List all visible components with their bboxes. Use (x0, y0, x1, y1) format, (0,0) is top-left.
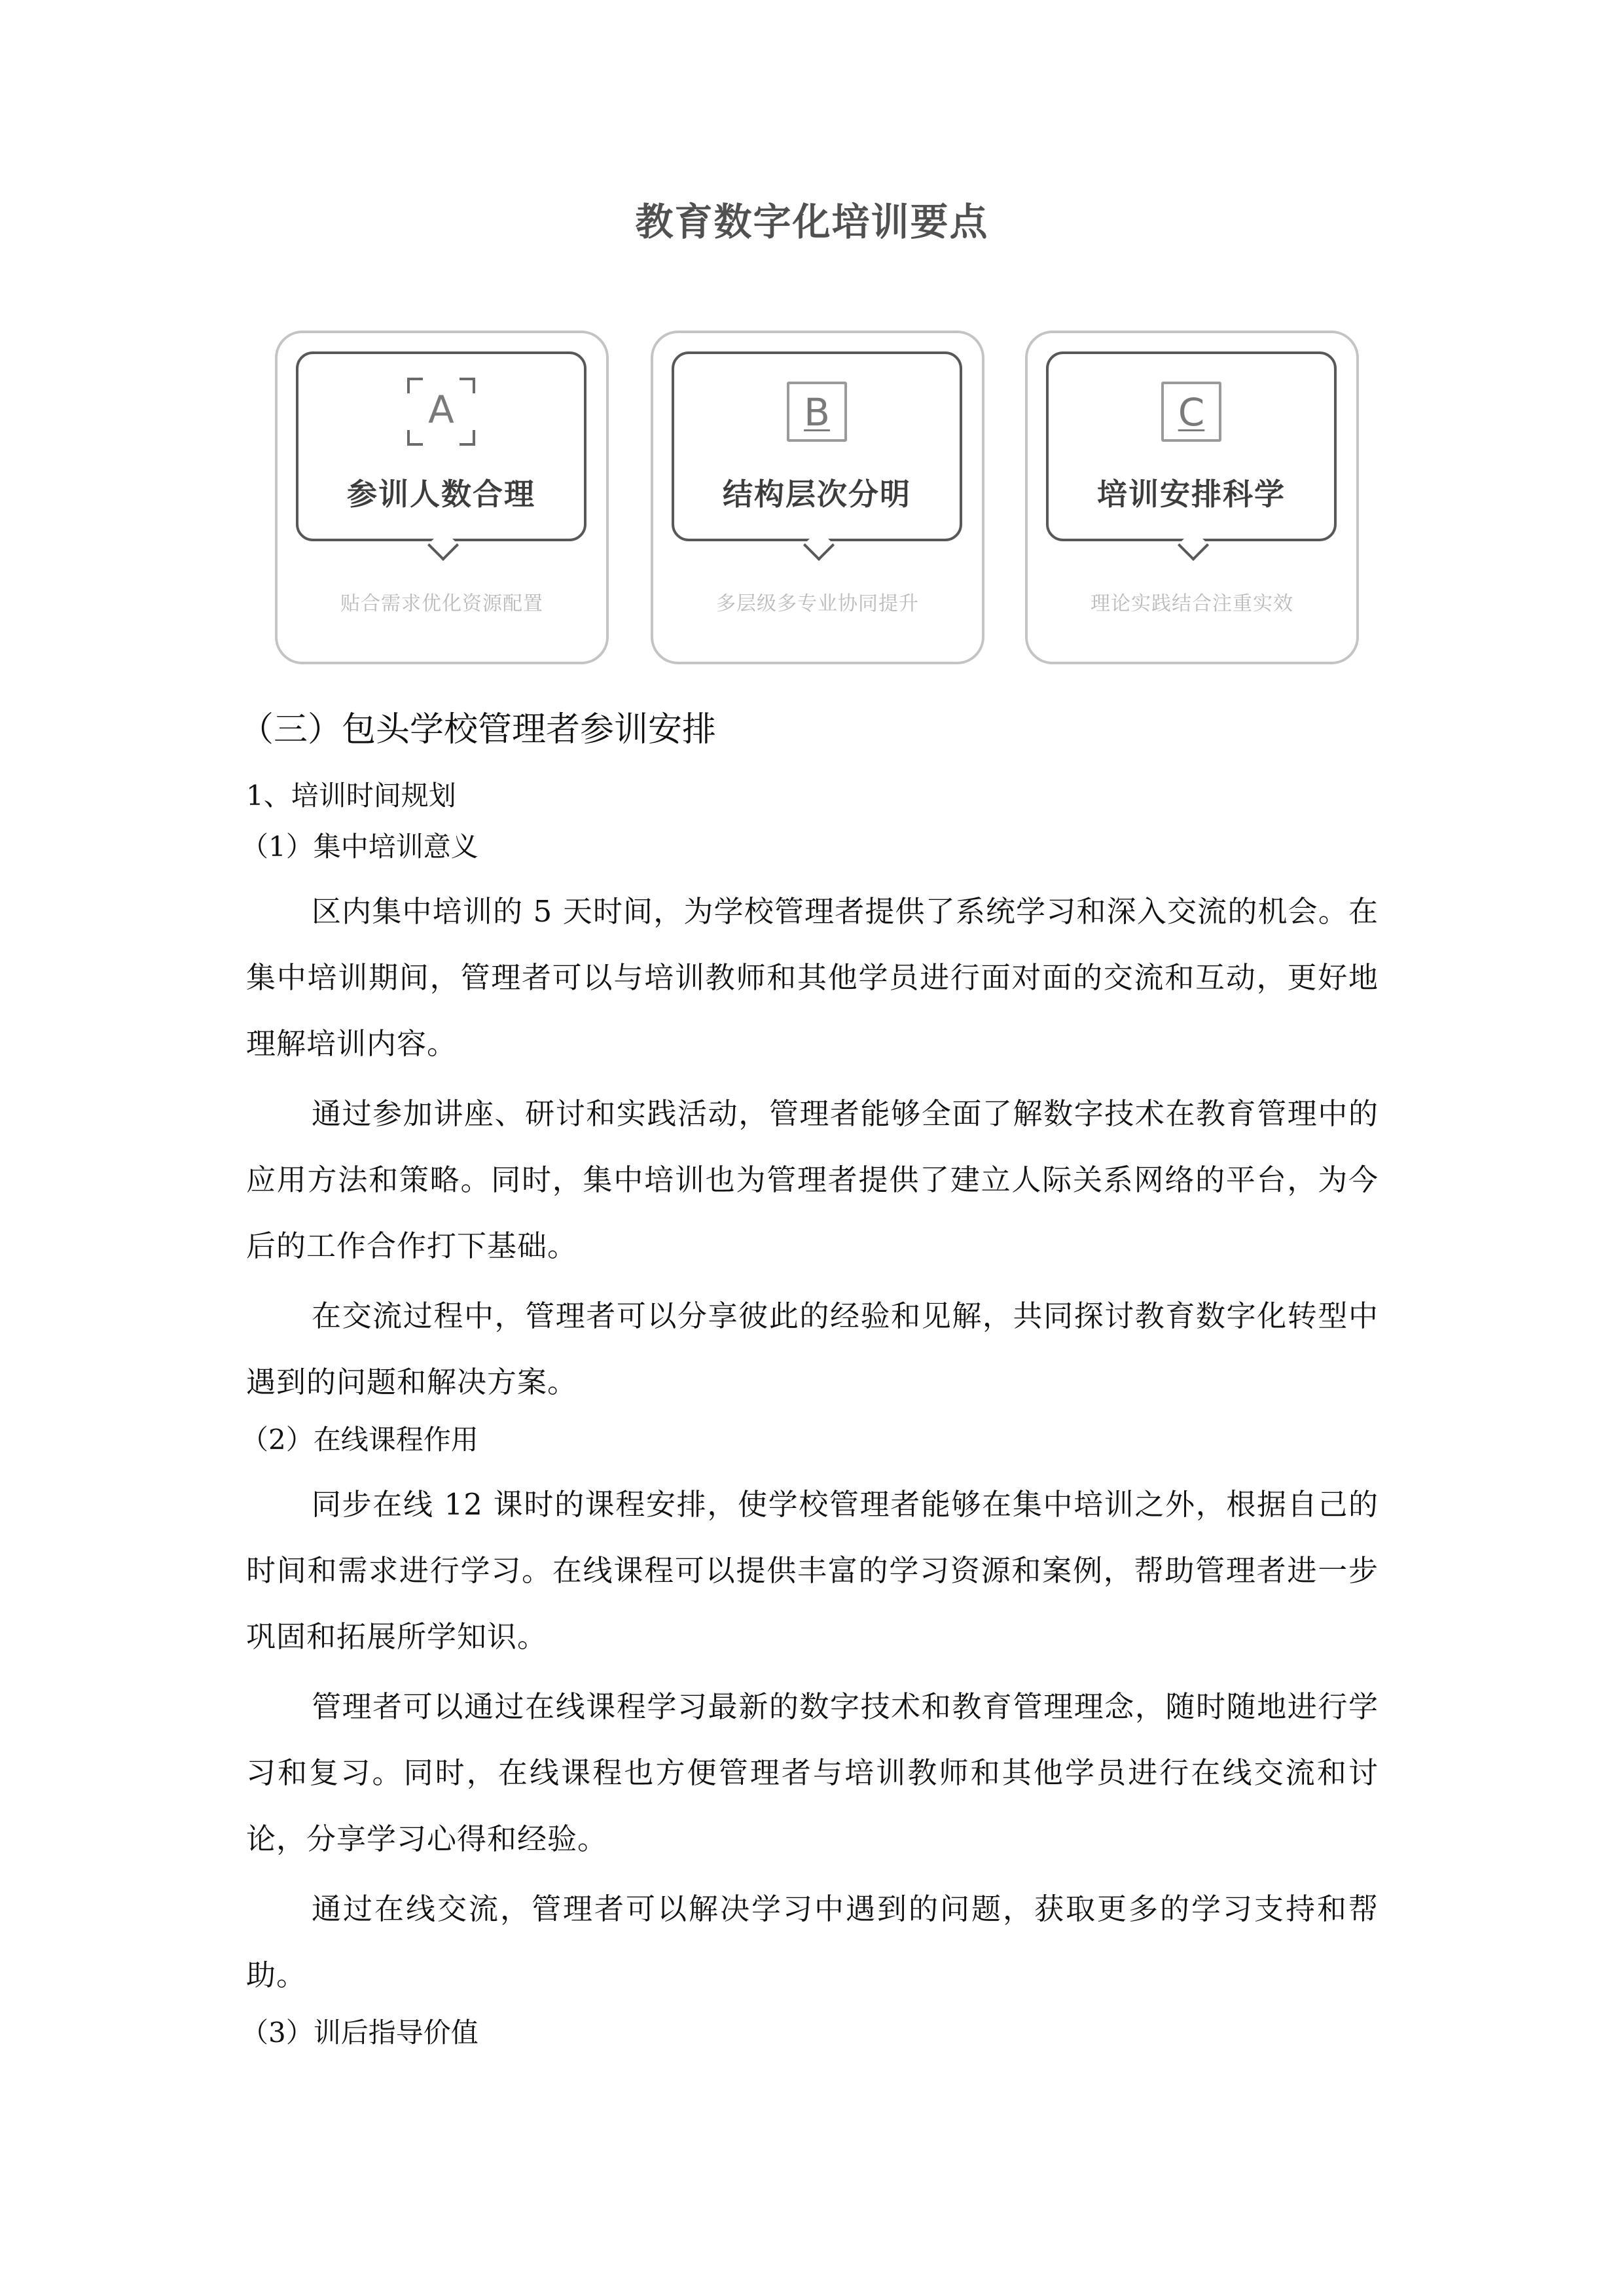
section-title: （三）包头学校管理者参训安排 (240, 710, 717, 749)
letter-a-icon (411, 382, 471, 442)
document-body (240, 700, 1379, 2064)
paragraph: 通过在线交流，管理者可以解决学习中遇到的问题，获取更多的学习支持和帮助。 (246, 1892, 1379, 1992)
card-b-subtitle: 多层级多专业协同提升 (716, 592, 919, 615)
card-c (1025, 331, 1359, 664)
infographic-title: 教育数字化培训要点 (635, 200, 989, 244)
paragraph: 管理者可以通过在线课程学习最新的数字技术和教育管理理念，随时随地进行学习和复习。同时，在线课程也方便管理者与培训教师和其他学员进行在线交流和讨论，分享学习心得和经验。 (246, 1689, 1379, 1856)
paragraph: 通过参加讲座、研讨和实践活动，管理者能够全面了解数字技术在教育管理中的应用方法和策略。同时，集中培训也为管理者提供了建立人际关系网络的平台，为今后的工作合作打下基础。 (246, 1096, 1379, 1263)
subheading-online-course: （2）在线课程作用 (241, 1424, 478, 1456)
card-c-header (1046, 351, 1337, 541)
card-b-header (672, 351, 962, 541)
subheading-centralized-training: （1）集中培训意义 (241, 831, 478, 863)
letter-c-icon (1161, 382, 1221, 442)
card-a (275, 331, 609, 664)
card-a-subtitle: 贴合需求优化资源配置 (340, 592, 543, 615)
letter-b-icon (787, 382, 847, 442)
card-b (651, 331, 984, 664)
heading-training-schedule: 1、培训时间规划 (246, 780, 456, 812)
paragraph: 区内集中培训的 5 天时间，为学校管理者提供了系统学习和深入交流的机会。在集中培训期间，管理者可以与培训教师和其他学员进行面对面的交流和互动，更好地理解培训内容。 (246, 894, 1379, 1061)
card-a-letter: A (428, 387, 454, 432)
card-c-title: 培训安排科学 (1097, 476, 1286, 512)
card-c-letter: C (1178, 390, 1205, 435)
card-a-title: 参训人数合理 (347, 476, 535, 512)
subheading-post-training-guidance: （3）训后指导价值 (241, 2017, 478, 2049)
card-b-title: 结构层次分明 (723, 476, 911, 512)
card-b-letter: B (804, 390, 830, 435)
card-c-subtitle: 理论实践结合注重实效 (1091, 592, 1293, 615)
paragraph: 同步在线 12 课时的课程安排，使学校管理者能够在集中培训之外，根据自己的时间和需求进行学习。在线课程可以提供丰富的学习资源和案例，帮助管理者进一步巩固和拓展所学知识。 (246, 1487, 1379, 1654)
paragraph: 在交流过程中，管理者可以分享彼此的经验和见解，共同探讨教育数字化转型中遇到的问题和解决方案。 (246, 1299, 1379, 1399)
card-a-header (296, 351, 586, 541)
